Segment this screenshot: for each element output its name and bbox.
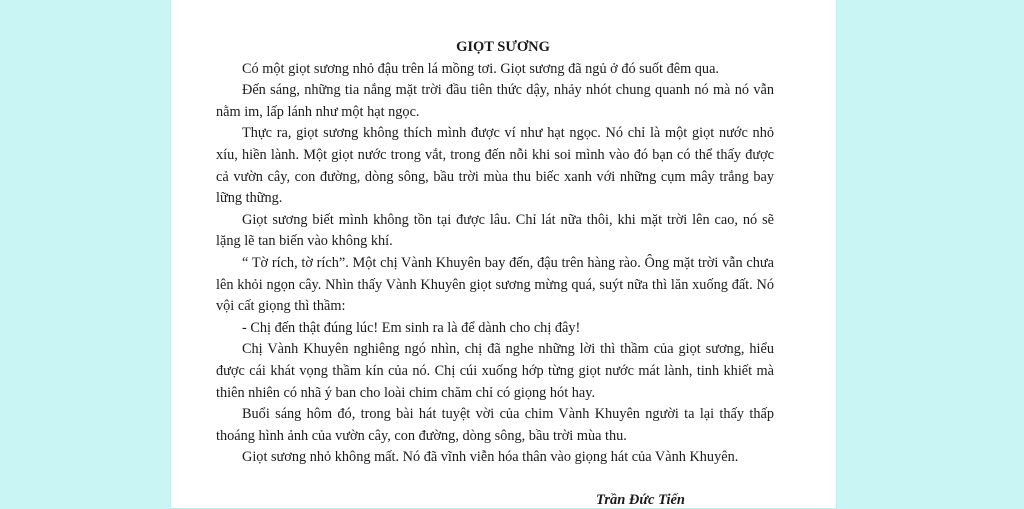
paragraph-7: Chị Vành Khuyên nghiêng ngó nhìn, chị đã nghe những lời thì thầm của giọt sương, hiểu được cái khát vọng thầm kín của nó. Chị cúi xuống hớp từng giọt nước mát lành, tinh khiết mà thiên nhiên có nhã ý ban cho loài chim chăm chỉ có giọng hót hay. [216, 341, 774, 401]
paragraph-8: Buổi sáng hôm đó, trong bài hát tuyệt vời của chim Vành Khuyên người ta lại thấy thấp thoáng hình ảnh của vườn cây, con đường, dòng sông, bầu trời mùa thu. [216, 406, 774, 444]
paragraph-2: Đến sáng, những tia nắng mặt trời đầu tiên thức dậy, nhảy nhót chung quanh nó mà nó vẫn nằm im, lấp lánh như một hạt ngọc. [216, 82, 774, 120]
paragraph-6: - Chị đến thật đúng lúc! Em sinh ra là để dành cho chị đây! [242, 319, 581, 336]
paragraph-9: Giọt sương nhỏ không mất. Nó đã vĩnh viễn hóa thân vào giọng hát của Vành Khuyên. [242, 449, 739, 466]
story-body [216, 37, 774, 469]
story-title: GIỌT SƯƠNG [456, 39, 550, 55]
paragraph-1: Có một giọt sương nhỏ đậu trên lá mồng tơi. Giọt sương đã ngủ ở đó suốt đêm qua. [242, 60, 719, 77]
author-name: Trần Đức Tiến [596, 492, 685, 508]
paragraph-4: Giọt sương biết mình không tồn tại được lâu. Chỉ lát nữa thôi, khi mặt trời lên cao, nó sẽ lặng lẽ tan biến vào không khí. [216, 211, 774, 250]
paragraph-3: Thực ra, giọt sương không thích mình được ví như hạt ngọc. Nó chỉ là một giọt nước nhỏ xíu, hiền lành. Một giọt nước trong vắt, trong đến nỗi khi soi mình vào đó bạn có thể thấy được cả vườn cây, con đường, dòng sông, bầu trời mùa thu biếc xanh với những cụm mây trắng bay lững thững. [216, 125, 774, 207]
document-page [171, 0, 836, 508]
paragraph-5: “ Tờ rích, tờ rích”. Một chị Vành Khuyên bay đến, đậu trên hàng rào. Ông mặt trời vẫn chưa lên khỏi ngọn cây. Nhìn thấy Vành Khuyên giọt sương mừng quá, suýt nữa thì lăn xuống đất. Nó vội cất giọng thì thầm: [216, 254, 774, 315]
